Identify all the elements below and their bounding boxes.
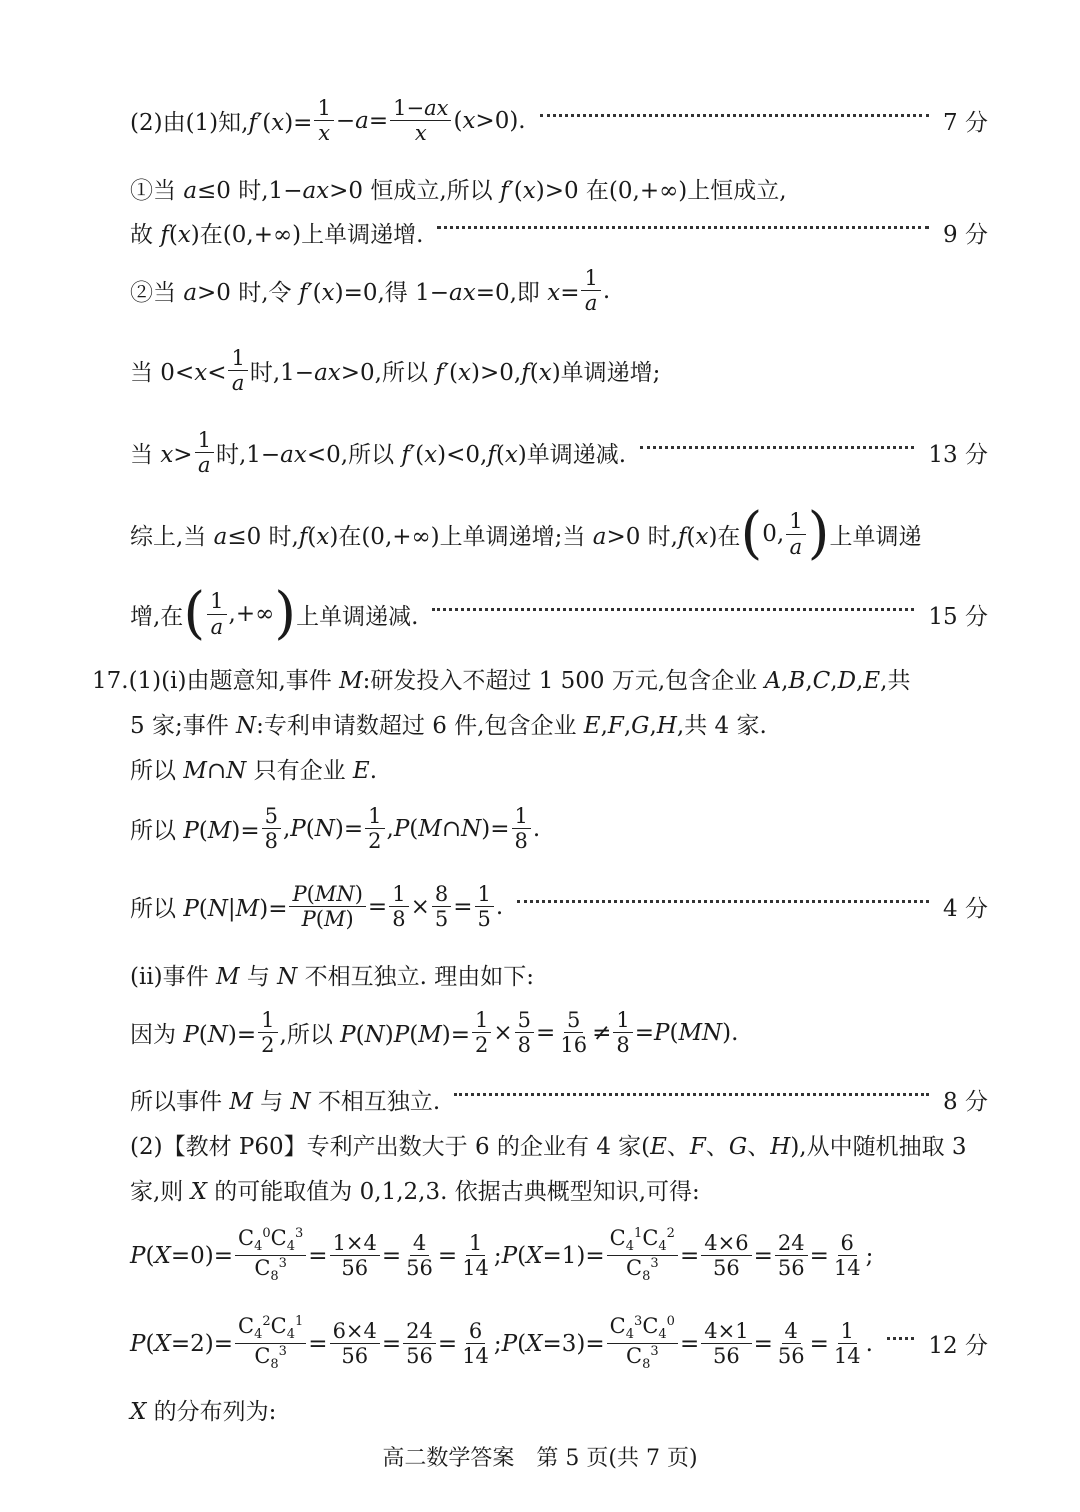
solution-line: 所以事件 M 与 N 不相互独立. 8 分 xyxy=(130,1083,988,1116)
fraction: $\frac{1}{x}$ xyxy=(314,96,333,145)
solution-line: 家,则 X 的可能取值为 0,1,2,3. 依据古典概型知识,可得: xyxy=(130,1179,700,1205)
solution-line: (2)【教材 P60】专利产出数大于 6 的企业有 4 家(E、F、G、H),从中随机抽取 3 xyxy=(130,1134,967,1160)
solution-line: (ii)事件 M 与 N 不相互独立. 理由如下: xyxy=(130,964,534,990)
fraction: $\frac{C_4^1C_4^2}{C_8^3}$ xyxy=(607,1226,678,1285)
fraction: $\frac{1}{a}$ xyxy=(228,346,247,395)
fraction: $\frac{4}{56}$ xyxy=(406,1230,433,1281)
score-leader-dots xyxy=(517,900,929,903)
fraction: $\frac{5}{16}$ xyxy=(560,1008,588,1058)
fraction: $\frac{C_4^2C_4^1}{C_8^3}$ xyxy=(235,1314,306,1373)
solution-line: 当 x> $\frac{1}{a}$ 时,1−ax<0,所以 f′(x)<0,f(x)单调递减. 13 分 xyxy=(130,428,988,478)
fraction: $\frac{C_4^3C_4^0}{C_8^3}$ xyxy=(607,1314,678,1373)
solution-line: 当 0<x< $\frac{1}{a}$ 时,1−ax>0,所以 f′(x)>0,f(x)单调递增; xyxy=(130,346,661,396)
solution-line: ②当 a>0 时,令 f′(x)=0,得 1−ax=0,即 x= $\frac{1}{a}$ . xyxy=(130,266,611,316)
fraction: $\frac{1}{5}$ xyxy=(475,882,494,931)
solution-line: 因为 P(N)= $\frac{1}{2}$ ,所以 P(N)P(M)= $\frac{1}{2}$ × $\frac{5}{8}$ = $\frac{5}{16}$ ≠ $\frac{1}{8}$ =P(MN). xyxy=(130,1008,739,1058)
fraction: $\frac{P(MN)}{P(M)}$ xyxy=(289,882,365,931)
solution-line: 5 家;事件 N:专利申请数超过 6 件,包含企业 E,F,G,H,共 4 家. xyxy=(130,713,767,739)
fraction: $\frac{1}{2}$ xyxy=(258,1008,277,1057)
fraction: $\frac{1}{14}$ xyxy=(462,1230,489,1281)
fraction: $\frac{1}{2}$ xyxy=(472,1008,491,1057)
solution-line: P(X=0)= $\frac{C_4^0C_4^3}{C_8^3}$ = $\frac{1\times 4}{56}$ = $\frac{4}{56}$ = $\frac{1}{14}$ ;P(X=1)= $\frac{C_4^1C_4^2}{C_8^3}$ = $\frac{4\times 6}{56}$ = $\frac{24}{56}$ = $\frac{6}{14}$ ; xyxy=(130,1226,874,1285)
solution-line: 17.(1)(i)由题意知,事件 M:研发投入不超过 1 500 万元,包含企业 A,B,C,D,E,共 xyxy=(92,668,911,694)
fraction: $\frac{1}{8}$ xyxy=(389,882,408,931)
solution-line: ①当 a≤0 时,1−ax>0 恒成立,所以 f′(x)>0 在(0,+∞)上恒成立, xyxy=(130,178,787,204)
fraction: $\frac{1}{2}$ xyxy=(365,804,384,853)
score-leader-dots xyxy=(540,114,929,117)
fraction: $\frac{24}{56}$ xyxy=(775,1231,808,1280)
fraction: $\frac{24}{56}$ xyxy=(403,1319,436,1368)
fraction: $\frac{1}{a}$ xyxy=(786,509,805,558)
fraction: $\frac{4\times 1}{56}$ xyxy=(701,1319,751,1368)
fraction: $\frac{6}{14}$ xyxy=(833,1230,861,1281)
page-footer: 高二数学答案 第 5 页(共 7 页) xyxy=(382,1446,698,1471)
score-leader-dots xyxy=(454,1093,929,1096)
fraction: $\frac{1\times 4}{56}$ xyxy=(330,1231,380,1280)
fraction: $\frac{5}{8}$ xyxy=(262,804,281,853)
line-text: (2)由(1)知,f′(x)= xyxy=(130,110,313,137)
fraction: $\frac{6\times 4}{56}$ xyxy=(330,1319,380,1368)
fraction: $\frac{1}{8}$ xyxy=(613,1008,632,1057)
fraction: $\frac{1-ax}{x}$ xyxy=(390,96,451,145)
fraction: $\frac{8}{5}$ xyxy=(432,882,451,931)
fraction: $\frac{C_4^0C_4^3}{C_8^3}$ xyxy=(235,1226,306,1285)
fraction: $\frac{4\times 6}{56}$ xyxy=(701,1231,751,1280)
solution-line: 所以 P(M)= $\frac{5}{8}$ ,P(N)= $\frac{1}{2}$ ,P(M∩N)= $\frac{1}{8}$ . xyxy=(130,804,541,854)
fraction: $\frac{4}{56}$ xyxy=(777,1318,805,1369)
solution-line: 所以 P(N|M)= $\frac{P(MN)}{P(M)}$ = $\frac{1}{8}$ × $\frac{8}{5}$ = $\frac{1}{5}$ . 4 分 xyxy=(130,882,988,932)
solution-line: 所以 M∩N 只有企业 E. xyxy=(130,758,378,784)
solution-line: X 的分布列为: xyxy=(130,1399,277,1425)
solution-line: 增,在 ( $\frac{1}{a}$ ,+∞ ) 上单调递减. 15 分 xyxy=(130,581,988,646)
score-leader-dots xyxy=(640,446,914,449)
solution-line: 故 f(x)在(0,+∞)上单调递增. 9 分 xyxy=(130,216,988,249)
score-leader-dots xyxy=(432,608,914,611)
score-leader-dots xyxy=(887,1337,915,1340)
solution-line: P(X=2)= $\frac{C_4^2C_4^1}{C_8^3}$ = $\frac{6\times 4}{56}$ = $\frac{24}{56}$ = $\frac{6}{14}$ ;P(X=3)= $\frac{C_4^3C_4^0}{C_8^3}$ = $\frac{4\times 1}{56}$ = $\frac{4}{56}$ = $\frac{1}{14}$ . 12 分 xyxy=(130,1314,988,1373)
score-label: 15 分 xyxy=(928,603,988,630)
score-label: 7 分 xyxy=(943,110,988,137)
fraction: $\frac{1}{14}$ xyxy=(833,1318,861,1369)
score-label: 4 分 xyxy=(943,896,988,923)
fraction: $\frac{1}{8}$ xyxy=(512,804,531,853)
score-label: 12 分 xyxy=(928,1333,988,1360)
fraction: $\frac{5}{8}$ xyxy=(515,1008,534,1057)
fraction: $\frac{6}{14}$ xyxy=(462,1318,489,1369)
score-label: 13 分 xyxy=(928,442,988,469)
fraction: $\frac{1}{a}$ xyxy=(207,589,226,638)
score-label: 8 分 xyxy=(943,1089,988,1115)
fraction: $\frac{1}{a}$ xyxy=(581,266,600,315)
score-leader-dots xyxy=(437,226,929,229)
score-label: 9 分 xyxy=(943,222,988,248)
solution-line: (2)由(1)知,f′(x)= $\frac{1}{x}$ −a= $\frac{1-ax}{x}$ (x>0). 7 分 xyxy=(130,96,988,146)
solution-line: 综上,当 a≤0 时,f(x)在(0,+∞)上单调递增;当 a>0 时,f(x)在 ( 0, $\frac{1}{a}$ ) 上单调递 xyxy=(130,501,922,566)
fraction: $\frac{1}{a}$ xyxy=(195,428,214,477)
